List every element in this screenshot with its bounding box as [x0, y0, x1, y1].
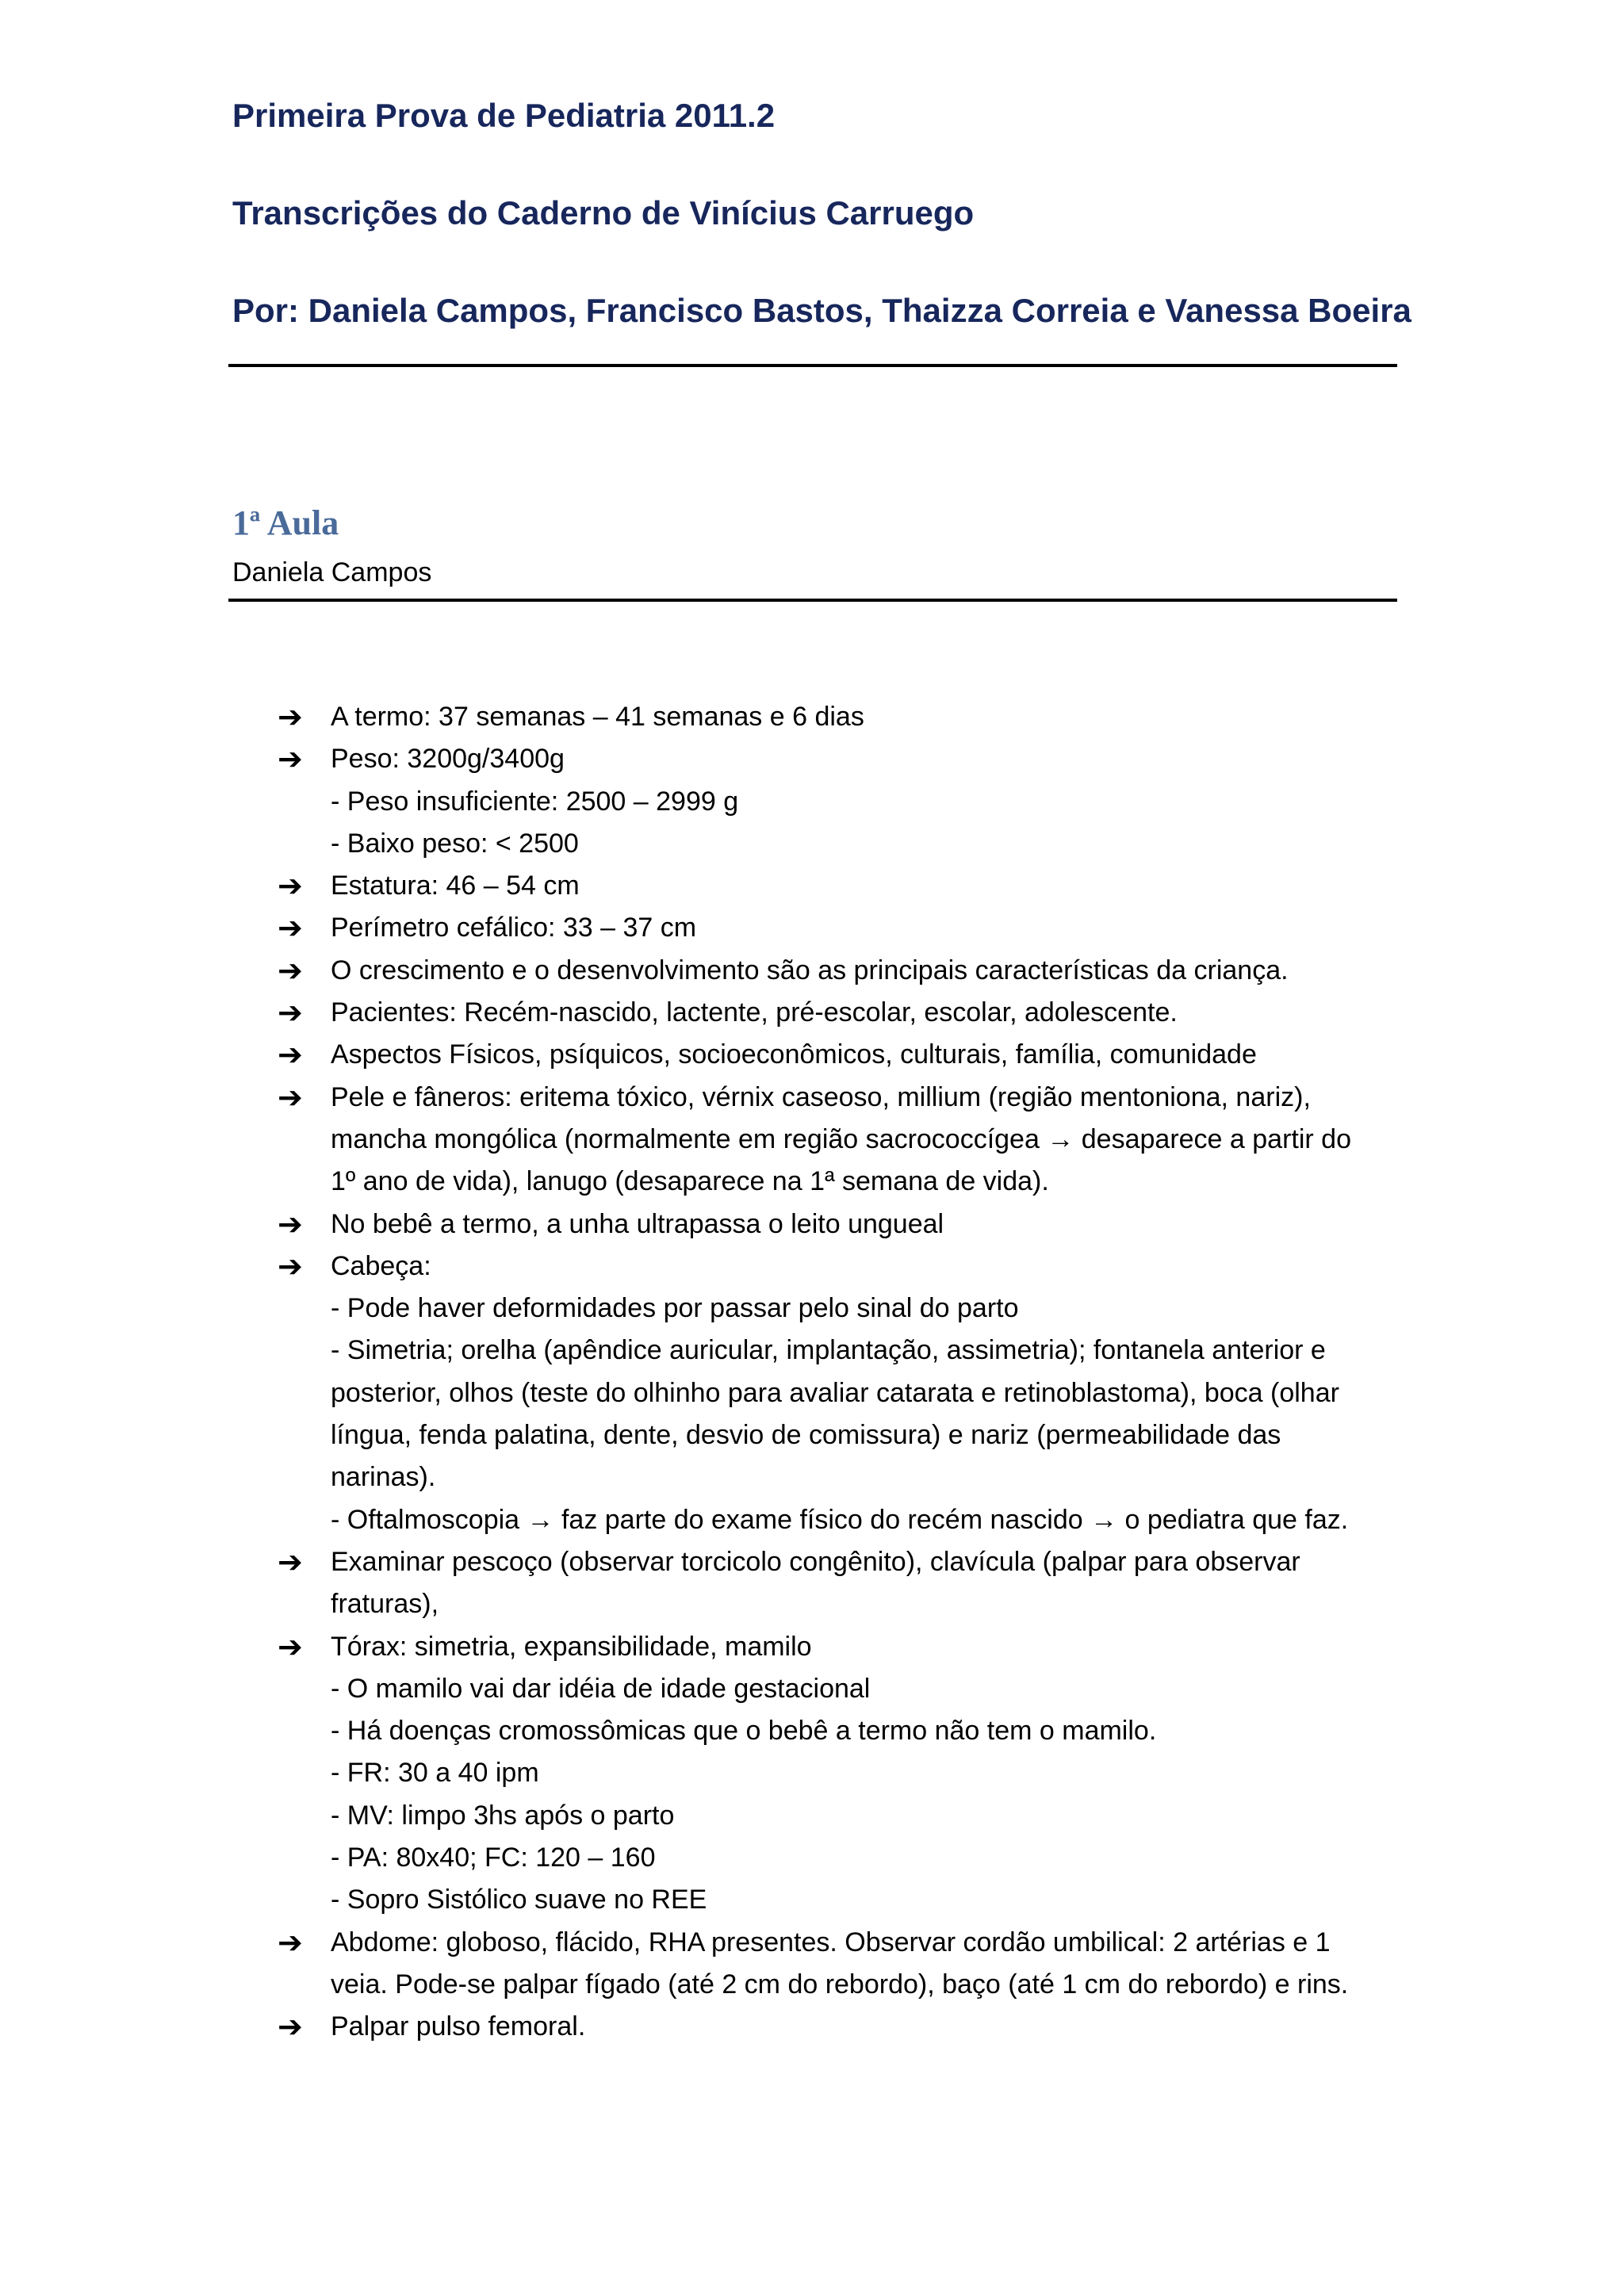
header-divider — [228, 364, 1397, 367]
line-text: Pele e fâneros: eritema tóxico, vérnix caseoso, millium (região mentoniona, nariz), — [331, 1081, 1311, 1112]
bullet-item — [278, 2006, 1404, 2048]
continuation-line — [278, 1288, 1404, 1330]
arrow-bullet-icon: ➔ — [278, 741, 303, 777]
continuation-line — [278, 1837, 1404, 1879]
line-text: veia. Pode-se palpar fígado (até 2 cm do rebordo), baço (até 1 cm do rebordo) e rins. — [331, 1969, 1349, 1999]
line-text: - O mamilo vai dar idéia de idade gestacional — [331, 1673, 871, 1704]
continuation-line — [278, 1161, 1404, 1203]
transcription-subtitle: Transcrições do Caderno de Vinícius Carruego — [232, 194, 975, 232]
line-text: fraturas), — [331, 1589, 439, 1620]
continuation-line — [278, 823, 1404, 865]
continuation-line — [278, 1330, 1404, 1372]
arrow-bullet-icon: ➔ — [278, 1079, 303, 1115]
line-text: Examinar pescoço (observar torcicolo congênito), clavícula (palpar para observar — [331, 1546, 1300, 1577]
continuation-line — [278, 1710, 1404, 1752]
bullet-item — [278, 696, 1404, 738]
line-text: A termo: 37 semanas – 41 semanas e 6 dias — [331, 702, 864, 732]
arrow-bullet-icon: ➔ — [278, 910, 303, 946]
line-text: Abdome: globoso, flácido, RHA presentes. Observar cordão umbilical: 2 artérias e 1 — [331, 1927, 1331, 1957]
bullet-item — [278, 907, 1404, 949]
line-text: posterior, olhos (teste do olhinho para avaliar catarata e retinoblastoma), boca (olhar — [331, 1377, 1339, 1408]
continuation-line — [278, 1372, 1404, 1414]
arrow-bullet-icon: ➔ — [278, 1628, 303, 1664]
line-text: - Simetria; orelha (apêndice auricular, implantação, assimetria); fontanela anterior e — [331, 1335, 1326, 1366]
continuation-line — [278, 1456, 1404, 1498]
line-text: O crescimento e o desenvolvimento são as principais características da criança. — [331, 955, 1289, 985]
arrow-bullet-icon: ➔ — [278, 699, 303, 734]
continuation-line — [278, 1583, 1404, 1625]
line-text: Tórax: simetria, expansibilidade, mamilo — [331, 1631, 812, 1662]
line-text: Palpar pulso femoral. — [331, 2011, 586, 2042]
bullet-item — [278, 1541, 1404, 1583]
continuation-line — [278, 1668, 1404, 1710]
bullet-item — [278, 992, 1404, 1034]
bullet-item — [278, 738, 1404, 780]
bullet-item — [278, 1077, 1404, 1119]
line-text: - MV: limpo 3hs após o parto — [331, 1800, 675, 1831]
line-text: 1º ano de vida), lanugo (desaparece na 1ª semana de vida). — [331, 1166, 1049, 1197]
line-text: - Oftalmoscopia → faz parte do exame físico do recém nascido → o pediatra que faz. — [331, 1504, 1349, 1535]
arrow-bullet-icon: ➔ — [278, 868, 303, 904]
arrow-bullet-icon: ➔ — [278, 2009, 303, 2045]
bullet-item — [278, 950, 1404, 992]
bullet-item — [278, 1203, 1404, 1246]
section-divider — [228, 599, 1397, 602]
continuation-line — [278, 1414, 1404, 1456]
line-text: - Há doenças cromossômicas que o bebê a termo não tem o mamilo. — [331, 1716, 1157, 1747]
line-text: Estatura: 46 – 54 cm — [331, 871, 580, 901]
line-text: Aspectos Físicos, psíquicos, socioeconômicos, culturais, família, comunidade — [331, 1039, 1257, 1070]
continuation-line — [278, 1752, 1404, 1794]
line-text: - Baixo peso: < 2500 — [331, 828, 579, 859]
section-author: Daniela Campos — [232, 557, 432, 587]
line-text: - Pode haver deformidades por passar pelo sinal do parto — [331, 1293, 1019, 1324]
line-text: - PA: 80x40; FC: 120 – 160 — [331, 1843, 656, 1873]
bullet-item — [278, 865, 1404, 907]
bullet-item — [278, 1034, 1404, 1076]
line-text: - Peso insuficiente: 2500 – 2999 g — [331, 786, 739, 817]
line-text: - Sopro Sistólico suave no REE — [331, 1885, 707, 1915]
arrow-bullet-icon: ➔ — [278, 1037, 303, 1073]
arrow-bullet-icon: ➔ — [278, 1924, 303, 1960]
notes-list — [278, 696, 1404, 2049]
line-text: narinas). — [331, 1462, 436, 1493]
arrow-bullet-icon: ➔ — [278, 995, 303, 1031]
continuation-line — [278, 1499, 1404, 1541]
line-text: Perímetro cefálico: 33 – 37 cm — [331, 913, 697, 943]
continuation-line — [278, 1964, 1404, 2006]
line-text: língua, fenda palatina, dente, desvio de comissura) e nariz (permeabilidade das — [331, 1420, 1281, 1451]
line-text: Peso: 3200g/3400g — [331, 744, 565, 775]
continuation-line — [278, 1119, 1404, 1161]
bullet-item — [278, 1246, 1404, 1288]
exam-title: Primeira Prova de Pediatria 2011.2 — [232, 97, 776, 134]
arrow-bullet-icon: ➔ — [278, 1544, 303, 1579]
continuation-line — [278, 1879, 1404, 1921]
line-text: - FR: 30 a 40 ipm — [331, 1758, 539, 1789]
authors-line: Por: Daniela Campos, Francisco Bastos, Thaizza Correia e Vanessa Boeira — [232, 292, 1411, 329]
line-text: Pacientes: Recém-nascido, lactente, pré-escolar, escolar, adolescente. — [331, 997, 1178, 1028]
arrow-bullet-icon: ➔ — [278, 1206, 303, 1242]
arrow-bullet-icon: ➔ — [278, 1248, 303, 1284]
line-text: No bebê a termo, a unha ultrapassa o leito ungueal — [331, 1208, 944, 1239]
bullet-item — [278, 1922, 1404, 1964]
arrow-bullet-icon: ➔ — [278, 952, 303, 988]
continuation-line — [278, 781, 1404, 823]
line-text: Cabeça: — [331, 1250, 431, 1281]
bullet-item — [278, 1626, 1404, 1668]
line-text: mancha mongólica (normalmente em região sacrococcígea → desaparece a partir do — [331, 1123, 1351, 1154]
continuation-line — [278, 1795, 1404, 1837]
section-title: 1ª Aula — [232, 503, 339, 542]
